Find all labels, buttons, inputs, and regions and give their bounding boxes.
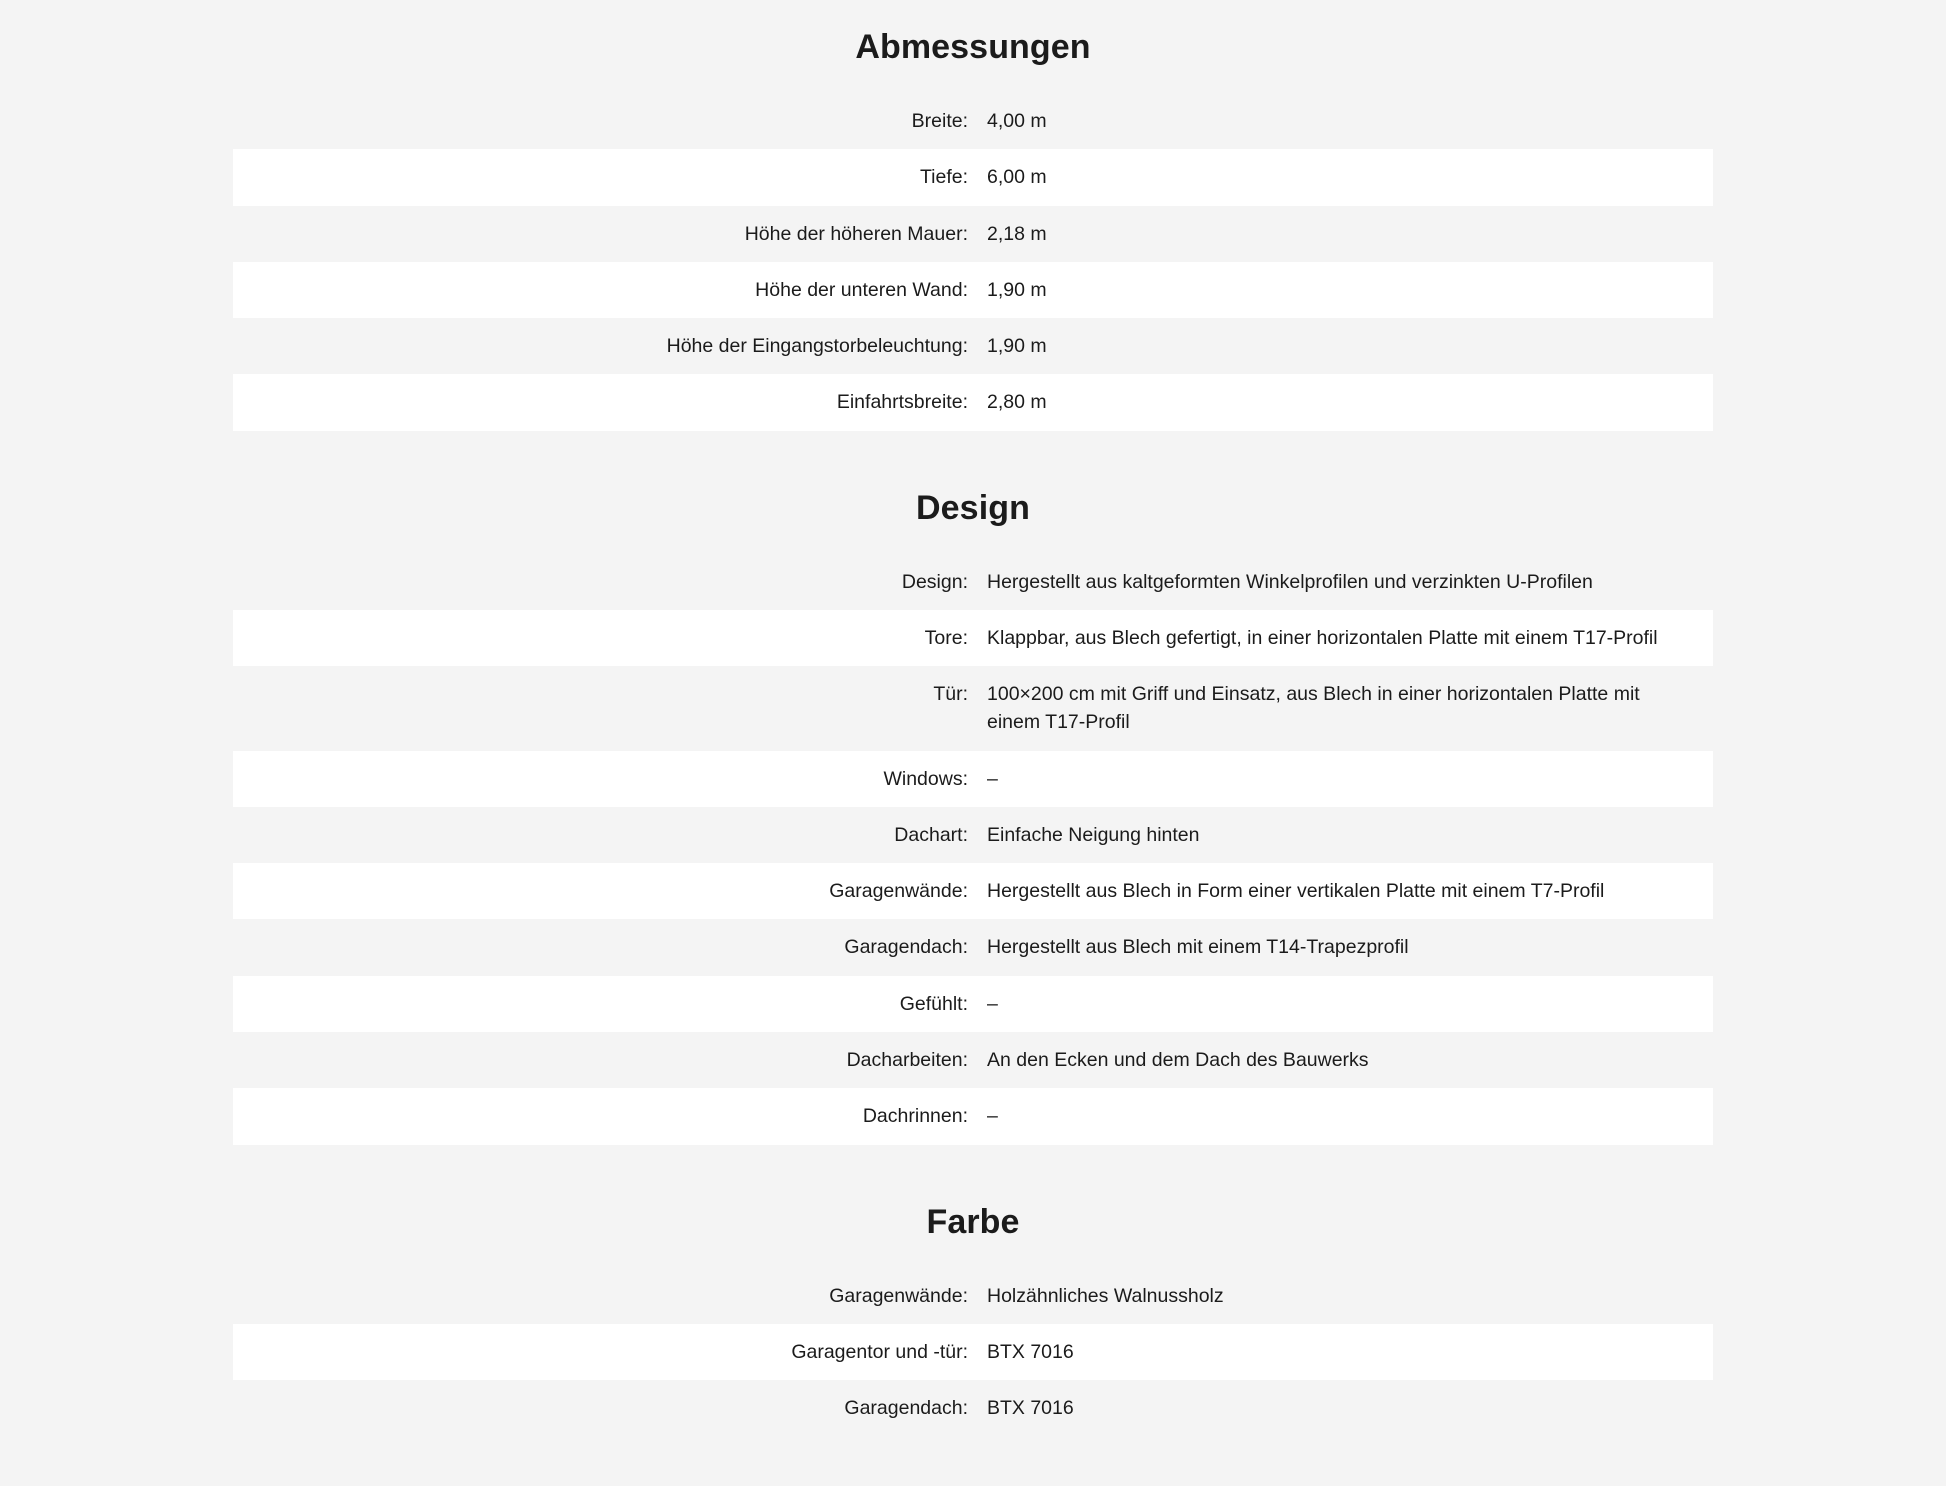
section-title-design: Design: [916, 488, 1030, 527]
row-label: Tore:: [233, 610, 987, 666]
row-value-text: BTX 7016: [987, 1397, 1074, 1420]
table-row: [233, 807, 1713, 863]
row-value-text: 1,90 m: [987, 335, 1047, 358]
row-value: [987, 976, 1713, 1032]
row-label: Einfahrtsbreite:: [233, 374, 987, 430]
spec-table-abmessungen: [233, 93, 1713, 431]
row-label: Dacharbeiten:: [233, 1032, 987, 1088]
row-value-text: –: [987, 767, 998, 790]
table-row: [233, 318, 1713, 374]
row-value: [987, 318, 1713, 374]
row-label: Höhe der höheren Mauer:: [233, 206, 987, 262]
row-value-text: Klappbar, aus Blech gefertigt, in einer horizontalen Platte mit einem T17-Profil: [987, 626, 1658, 649]
row-label: Höhe der unteren Wand:: [233, 262, 987, 318]
row-value: [987, 1324, 1713, 1380]
row-label: Tür:: [233, 666, 987, 751]
row-label: Design:: [233, 554, 987, 610]
row-value-text: Hergestellt aus Blech in Form einer vertikalen Platte mit einem T7-Profil: [987, 880, 1605, 903]
table-row: [233, 1268, 1713, 1324]
row-label: Breite:: [233, 93, 987, 149]
row-value: [987, 149, 1713, 205]
row-value: [987, 93, 1713, 149]
table-row: [233, 863, 1713, 919]
table-row: [233, 554, 1713, 610]
row-label: Höhe der Eingangstorbeleuchtung:: [233, 318, 987, 374]
table-row: [233, 1324, 1713, 1380]
row-value: [987, 554, 1713, 610]
row-value: [987, 863, 1713, 919]
row-value: [987, 206, 1713, 262]
row-value-text: 2,80 m: [987, 391, 1047, 414]
table-row: [233, 374, 1713, 430]
table-row: [233, 666, 1713, 751]
row-label: Gefühlt:: [233, 976, 987, 1032]
row-value: [987, 1380, 1713, 1436]
row-value: [987, 807, 1713, 863]
row-value: [987, 262, 1713, 318]
row-value: [987, 374, 1713, 430]
row-label: Garagendach:: [233, 1380, 987, 1436]
row-label: Garagenwände:: [233, 1268, 987, 1324]
spec-table-farbe: [233, 1268, 1713, 1437]
spec-table-design: [233, 554, 1713, 1145]
row-label: Windows:: [233, 751, 987, 807]
section-title-abmessungen: Abmessungen: [855, 28, 1091, 66]
row-value-text: –: [987, 992, 998, 1015]
table-row: [233, 1032, 1713, 1088]
row-value-text: Hergestellt aus kaltgeformten Winkelprofilen und verzinkten U-Profilen: [987, 570, 1593, 593]
row-value-text: An den Ecken und dem Dach des Bauwerks: [987, 1048, 1369, 1071]
row-value: [987, 1268, 1713, 1324]
row-value-text: Hergestellt aus Blech mit einem T14-Trapezprofil: [987, 936, 1409, 959]
table-row: [233, 93, 1713, 149]
table-row: [233, 610, 1713, 666]
row-value: [987, 1032, 1713, 1088]
section-design: [233, 489, 1713, 1145]
table-row: [233, 1380, 1713, 1436]
row-value: [987, 751, 1713, 807]
row-label: Garagenwände:: [233, 863, 987, 919]
row-label: Garagendach:: [233, 919, 987, 975]
row-value-text: 100×200 cm mit Griff und Einsatz, aus Blech in einer horizontalen Platte mit einem T17-Profil: [987, 683, 1640, 734]
section-abmessungen: [233, 0, 1713, 431]
section-farbe: [233, 1203, 1713, 1437]
row-value: [987, 610, 1713, 666]
table-row: [233, 751, 1713, 807]
row-value: [987, 1088, 1713, 1144]
row-label: Garagentor und -tür:: [233, 1324, 987, 1380]
row-label: Tiefe:: [233, 149, 987, 205]
row-value-text: 1,90 m: [987, 278, 1047, 301]
table-row: [233, 919, 1713, 975]
table-row: [233, 206, 1713, 262]
row-value-text: 6,00 m: [987, 166, 1047, 189]
table-row: [233, 262, 1713, 318]
table-row: [233, 149, 1713, 205]
row-value-text: Einfache Neigung hinten: [987, 823, 1200, 846]
row-label: Dachrinnen:: [233, 1088, 987, 1144]
row-value: [987, 666, 1713, 751]
row-value-text: 4,00 m: [987, 110, 1047, 132]
table-row: [233, 976, 1713, 1032]
table-row: [233, 1088, 1713, 1144]
row-value-text: 2,18 m: [987, 222, 1047, 245]
row-value-text: BTX 7016: [987, 1340, 1074, 1363]
row-value-text: –: [987, 1105, 998, 1128]
row-value-text: Holzähnliches Walnussholz: [987, 1284, 1224, 1307]
row-value: [987, 919, 1713, 975]
section-title-farbe: Farbe: [926, 1202, 1020, 1241]
row-label: Dachart:: [233, 807, 987, 863]
